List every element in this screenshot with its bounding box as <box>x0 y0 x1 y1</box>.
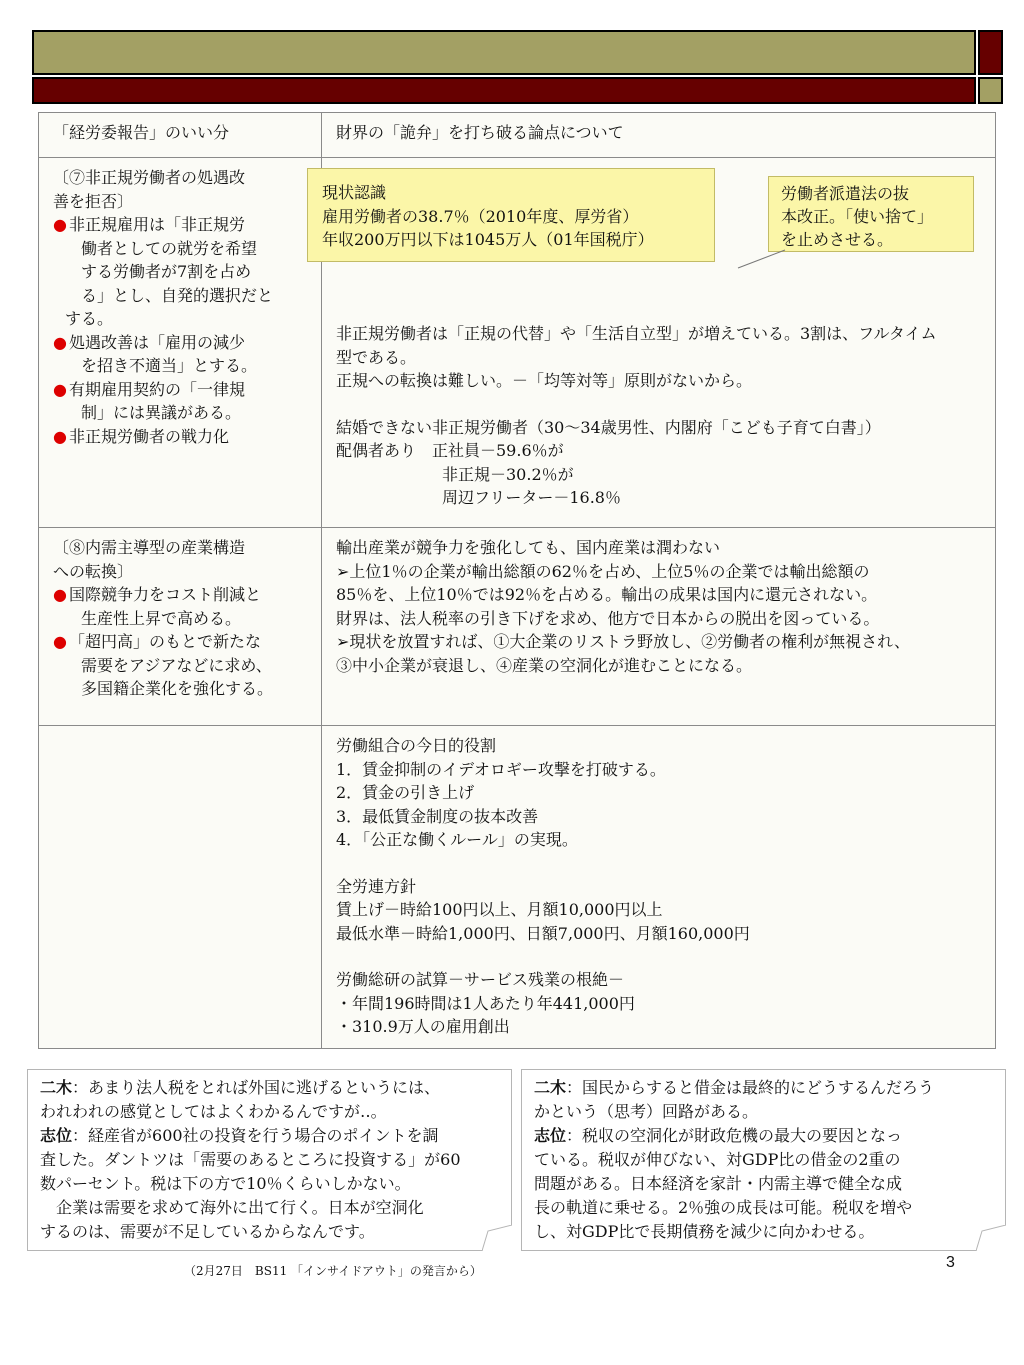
row1-title: 〔⑦非正規労働者の処遇改 善を拒否〕 <box>53 168 246 211</box>
current-status-callout: 現状認識 雇用労働者の38.7％（2010年度、厚労省） 年収200万円以下は1045万人（01年国税庁） <box>307 168 715 262</box>
row2-line: ➢現状を放置すれば、①大企業のリストラ野放し、②労働者の権利が無視され、 <box>336 632 911 651</box>
row2-bullet-1: ● 国際競争力をコスト削減と 生産性上昇で高める。 <box>53 583 315 630</box>
row1-bullet-3: ● 有期雇用契約の「一律規 制」には異議がある。 <box>53 378 315 425</box>
row2-bullet-2: ● 「超円高」のもとで新たな 需要をアジアなどに求め、 多国籍企業化を強化する。 <box>53 630 315 701</box>
union-role-block: 労働組合の今日的役割 1．賃金抑制のイデオロギー攻撃を打破する。 2．賃金の引き上げ 3．最低賃金制度の抜本改善 4．「公正な働くルール」の実現。 <box>336 736 666 849</box>
row2-left-cell <box>39 528 322 726</box>
row1-paragraph-1: 非正規労働者は「正規の代替」や「生活自立型」が増えている。3割は、フルタイム 型である。 正規への転換は難しい。－「均等対等」原則がないから。 <box>336 324 937 390</box>
row2-right-cell <box>322 528 996 726</box>
row2-line: ➢上位1％の企業が輸出総額の62％を占め、上位5％の企業では輸出総額の <box>336 561 870 581</box>
row3-right-cell <box>322 726 996 1049</box>
page-fold-icon <box>976 1225 1006 1251</box>
right-dialogue-note: 二木：国民からすると借金は最終的にどうするんだろう かという（思考）回路がある。 志位：税収の空洞化が財政危機の最大の要因となっ ている。税収が伸びない、対GDP比の借金の2重の 問題がある。日本経済を家計・内需主導で健全な成 長の軌道に乗せる。2％強の成長は可能。税収を増や し、対GDP比で長期債務を減少に向かわせる。 <box>521 1069 1006 1251</box>
speaker-niki: 二木 <box>40 1078 73 1097</box>
row1-bullet-4: ● 非正規労働者の戦力化 <box>53 425 315 449</box>
row1-bullet-1: ● 非正規雇用は「非正規労 働者としての就労を希望 する労働者が7割を占め る」とし、自発的選択だと <box>53 213 315 307</box>
page-number: 3 <box>946 1254 955 1271</box>
callout-pointer-line <box>730 248 790 270</box>
bullet-dot-icon: ● <box>53 215 67 234</box>
bullet-dot-icon: ● <box>53 585 67 604</box>
bullet-dot-icon: ● <box>53 632 67 651</box>
row2-title: 〔⑧内需主導型の産業構造 への転換〕 <box>53 538 246 581</box>
header-right-cell: 財界の「詭弁」を打ち破る論点について <box>322 113 996 158</box>
dispatch-law-callout: 労働者派遣法の抜 本改正。「使い捨て」 を止めさせる。 <box>768 176 974 252</box>
source-caption: （2月27日 BS11 「インサイドアウト」の発言から） <box>184 1264 482 1278</box>
row2-line: 85％を、上位10％では92％を占める。輸出の成果は国内に還元されない。 <box>336 585 878 604</box>
row1-bullet-2: ● 処遇改善は「雇用の減少 を招き不適当」とする。 <box>53 331 315 378</box>
row1-bullet-1-tail: する。 <box>65 309 114 328</box>
header-maroon-square <box>978 30 1003 75</box>
header-olive-bar <box>32 30 976 75</box>
speaker-shii: 志位 <box>534 1126 567 1145</box>
bullet-dot-icon: ● <box>53 379 67 399</box>
page-fold-icon <box>482 1225 512 1251</box>
row2-line: 財界は、法人税率の引き下げを求め、他方で日本からの脱出を図っている。 <box>336 608 880 628</box>
speaker-niki: 二木 <box>534 1078 567 1097</box>
bullet-dot-icon: ● <box>53 332 67 352</box>
header-olive-square <box>978 77 1003 104</box>
row2-line: 輸出産業が競争力を強化しても、国内産業は潤わない <box>336 538 721 557</box>
row2-line: ③中小企業が衰退し、④産業の空洞化が進むことになる。 <box>336 655 753 675</box>
row3-left-cell <box>39 726 322 1049</box>
header-left-cell: 「経労委報告」のいい分 <box>39 113 322 158</box>
speaker-shii: 志位 <box>40 1126 73 1145</box>
row1-paragraph-2: 結婚できない非正規労働者（30～34歳男性、内閣府「こども子育て白書」） 配偶者あり 正社員－59.6％が 非正規－30.2％が 周辺フリーター－16.8％ <box>336 417 881 507</box>
left-dialogue-note: 二木：あまり法人税をとれば外国に逃げるというには、 われわれの感覚としてはよくわかるんですが‥。 志位：経産省が600社の投資を行う場合のポイントを調 査した。ダントツは「需要のあるところに投資する」が60 数パーセント。税は下の方で10％くらいしかない。 企業は需要を求めて海外に出て行く。日本が空洞化 するのは、需要が不足しているからなんです。 <box>27 1069 512 1251</box>
zenroren-policy-block: 全労連方針 賃上げ－時給100円以上、月額10,000円以上 最低水準－時給1,000円、日額7,000円、月額160,000円 <box>336 876 750 943</box>
row1-left-cell <box>39 158 322 528</box>
rodo-soken-block: 労働総研の試算－サービス残業の根絶－ ・年間196時間は1人あたり年441,000円 ・310.9万人の雇用創出 <box>336 970 635 1036</box>
header-maroon-bar <box>32 77 976 104</box>
bullet-dot-icon: ● <box>53 426 67 446</box>
